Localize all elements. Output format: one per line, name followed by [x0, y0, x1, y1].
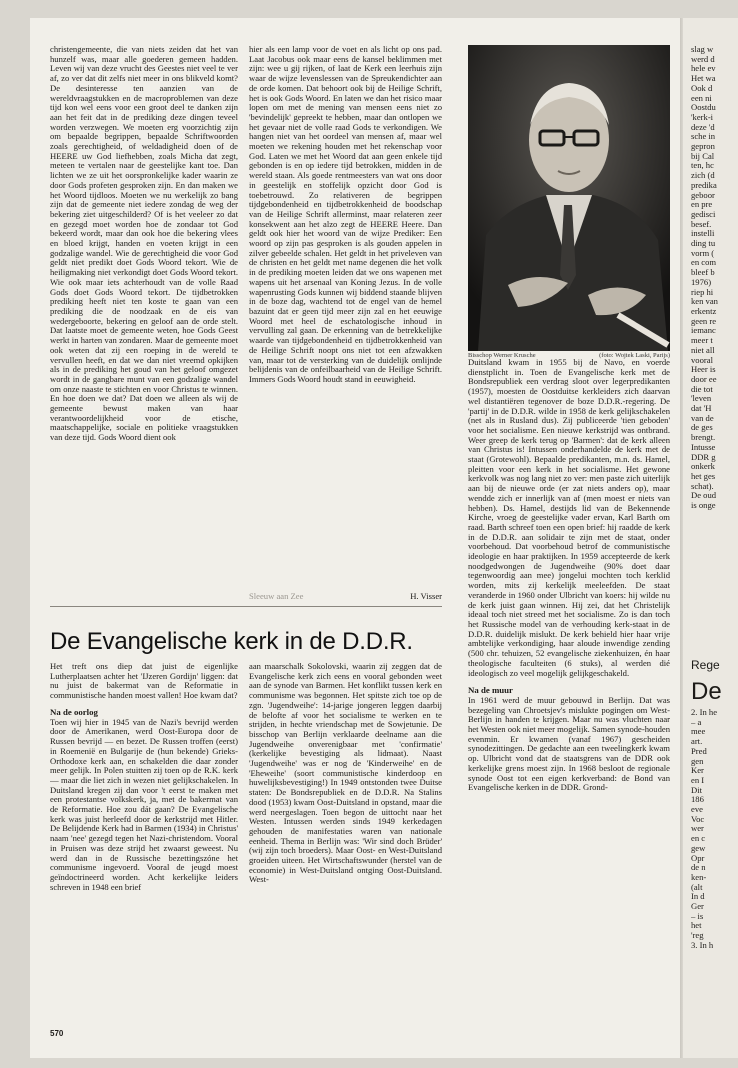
right-page-line: Intusse [691, 441, 716, 452]
right-page-list-line: – is [691, 910, 704, 921]
right-page-edge [683, 18, 738, 1058]
right-page-list-line: Opr [691, 852, 705, 863]
column-2 [249, 45, 442, 590]
right-page-list-line: Voc [691, 813, 705, 824]
right-page-line: iemanc [691, 325, 716, 336]
right-page-column [691, 45, 738, 645]
right-page-list-line: het [691, 920, 702, 931]
right-page-list-line: 186 [691, 794, 704, 805]
right-page-list-line: 3. In h [691, 939, 714, 950]
right-page-list-line: gew [691, 842, 706, 853]
section-divider [50, 606, 442, 607]
left-page [30, 18, 680, 1058]
right-page-line: gepron [691, 141, 715, 152]
author-line [249, 591, 442, 601]
right-page-list-line: Pred [691, 745, 707, 756]
right-page-list-line: mee [691, 726, 706, 737]
right-page-list-line: 2. In he [691, 708, 718, 717]
right-page-line: door ee [691, 373, 717, 384]
right-page-line: Het wa [691, 73, 716, 84]
right-page-line: DDR g [691, 451, 716, 462]
right-page-line: predika [691, 179, 717, 190]
right-page-line: geboor [691, 189, 715, 200]
right-page-line: Oostdu [691, 102, 716, 113]
right-page-line: riep hi [691, 286, 714, 297]
right-page-line: gedisci [691, 208, 716, 219]
right-page-list-line: Dit [691, 784, 702, 795]
right-page-line: slag w [691, 45, 714, 54]
right-page-list-line: gen [691, 755, 704, 766]
right-page-list [691, 708, 738, 1018]
right-page-line: zich (d [691, 170, 715, 181]
right-page-line: Heer is [691, 364, 716, 375]
right-page-line: hele ev [691, 63, 716, 74]
right-page-line: de ges [691, 422, 713, 433]
portrait-illustration [468, 45, 670, 351]
column-3 [468, 358, 670, 930]
right-page-title: De [691, 678, 722, 705]
right-page-list-line: ken- [691, 871, 707, 882]
right-page-line: vorm ( [691, 247, 715, 258]
right-page-line: besef. [691, 218, 712, 229]
right-page-list-line: eve [691, 804, 703, 815]
right-page-list-line: – a [691, 716, 702, 727]
right-page-list-line: Ger [691, 901, 704, 912]
right-page-list-line: (alt [691, 881, 703, 892]
column-4 [50, 708, 238, 1008]
right-page-list-line: art. [691, 736, 703, 747]
right-page-line: het ges [691, 470, 716, 481]
subheading-na-de-muur: Na de muur [468, 685, 513, 696]
portrait-photo [468, 45, 670, 351]
right-page-line: bleef b [691, 267, 715, 278]
page-number: 570 [50, 1029, 64, 1038]
right-page-line: deze 'd [691, 121, 715, 132]
right-page-line: erkentz [691, 305, 717, 316]
right-page-list-line: In d [691, 891, 705, 902]
column-5-text: aan maarschalk Sokolovski, waarin zij zeggen dat de Evangelische kerk zich eens en vooral gebonden weet aan de synode van Barmen. Het konflikt tussen kerk en communisme was begonnen. Het spitste zich toe op de zgn. 'Jugendweihe': 14-jarige jongeren leggen daarbij de belofte af voor het socialisme te werken en te strijden, in hechte vriendschap met de Sowjetunie. De bisschop van Berlijn verklaarde deelname aan die Jugendweihe onverenigbaar met 'confirmatie' (kerkelijke bevestiging als lidmaat). Naast 'Jugendweihe' was er nog de 'Kinderweihe' en de 'Eheweihe' (soort communistische kinderdoop en huwelijksbevestiging!) In 1949 ontstonden twee Duitse staten: De Bondsrepubliek en de D.D.R. Na Stalins dood (1953) kwam Oost-Duitsland in opstand, maar die werd neergeslagen. Toen begon de uittocht naar het Westen. Intussen werden sinds 1949 kerkedagen gehouden de manifestaties waren van nationale eenheid. Thema in Berlijn was: 'Wir sind doch Brüder' (wij zijn toch broeders). Maar Oost- en West-Duitsland groeiden uiteen. Het Wirtschaftswunder (herstel van de economie) in West-Duitsland ontging Oost-Duitsland. West- [249, 662, 442, 885]
right-page-line: onkerk [691, 461, 715, 472]
right-page-line: sche in [691, 131, 716, 142]
right-page-line: 'leven [691, 393, 712, 404]
right-page-line: brengt. [691, 432, 716, 443]
right-page-line: ken van [691, 296, 718, 307]
right-page-line: 1976) [691, 276, 712, 287]
right-page-line: van de [691, 412, 714, 423]
right-page-line: ding tu [691, 238, 716, 249]
column-3-text: Duitsland kwam in 1955 bij de Navo, en voerde dienstplicht in. Toen de Evangelische kerk met de Bondsrepubliek een verdrag sloot over legerpredikanten (1957), moesten de Oostduitse kerkleiders zich daarvan wel distantiëren tegenover de boze D.D.R.-regering. De 'partij' in de D.D.R. wilde in 1958 de kerk gelijkschakelen (net als in Rusland dus). Zij publiceerde 'tien geboden' voor het socialisme. Een nieuwe kerkstrijd was ontbrand. Weer greep de kerk terug op 'Barmen': dat de kerk alleen van Christus is! Intussen onderhandelde de kerk met de staat (Grotewohl). Bepaalde predikanten, m.n. ds. Hamel, pleitten voor een kerk in het socialisme. Het gewone kerkvolk was nog lang niet zo ver: men paste zich uiterlijk aan bij de nieuwe orde (er zat niets anders op), maar wendde zich er innerlijk van af (men moest er niets van hebben). Ds. Hamel, destijds lid van de Bekennende Kirche, vroeg de geestelijke vader ervan, Karl Barth om raad. Barth schreef toen een open brief: hij raadde de kerk in de D.D.R. aan solidair te zijn met de staat, onder voorbehoud. Dat voorbehoud betrof de communistische ideologie en haar praktijken. In 1959 accepteerde de kerk noodgedwongen de Jugendweihe (90% doet daar tegenwoordig aan mee) jongelui mochten toch kerklid worden, mits zij kerkelijk meeleefden. De staat veranderde in 1960 onder Ulbricht van koers: hij wilde nu de kerk juist gaan winnen. Hij zei, dat het Christelijk ideaal toch niet streed met het socialisme. Zo is dan toch het Russische model van de verhouding kerk-staat in de D.D.R. duidelijk mislukt. De kerk behield hier haar vrije ambtelijke verkondiging, haar aloude inwendige zending (500 chr. tehuizen, 52 evangelische ziekenhuizen, én haar theologische faculteiten (6 stuks), al werden dié ideologisch zo veel mogelijk gelijkgeschakeld. [468, 358, 670, 678]
right-page-line: schat). [691, 480, 714, 491]
subheading-na-de-oorlog: Na de oorlog [50, 708, 98, 717]
right-page-line: ten, hc [691, 160, 714, 171]
right-page-line: niet all [691, 344, 715, 355]
article-lead: Het treft ons diep dat juist de eigenlijke Lutherplaatsen achter het 'IJzeren Gordijn' liggen: dat nu juist de bakermat van de Reformatie in communistische handen moest vallen! Hoe kwam dat? [50, 661, 238, 701]
right-page-list-line: wer [691, 823, 704, 834]
author-place: Sleeuw aan Zee [249, 591, 304, 601]
right-page-line: Ook d [691, 82, 713, 93]
article-title: De Evangelische kerk in de D.D.R. [50, 628, 413, 655]
right-page-list-line: de n [691, 862, 706, 873]
column-1 [50, 45, 238, 600]
right-page-line: dat 'H [691, 403, 712, 414]
right-page-line: 'kerk-i [691, 111, 714, 122]
right-page-line: instelli [691, 228, 715, 239]
right-page-line: De oud [691, 490, 717, 501]
right-page-line: vooral [691, 354, 713, 365]
column-5 [249, 662, 442, 1008]
right-page-line: en pre [691, 199, 713, 210]
author-name: H. Visser [410, 591, 442, 601]
right-page-line: die tot [691, 383, 713, 394]
right-page-line: meer t [691, 335, 713, 346]
right-page-line: is onge [691, 500, 716, 511]
right-page-line: een ni [691, 92, 712, 103]
right-page-line: werd d [691, 53, 715, 64]
right-page-heading: Rege [691, 658, 720, 672]
caption-subject: Bisschop Werner Krusche [468, 352, 536, 359]
caption-credit: (foto: Wojtek Laski, Parijs) [599, 352, 670, 359]
right-page-line: geen re [691, 315, 717, 326]
column-4-text: Toen wij hier in 1945 van de Nazi's bevrijd werden door de Amerikanen, werd Oost-Europa door de Russen bevrijd — en bezet. De Russen troffen (eerst) in Roemenië en Bulgarije de (hun bekende) Grieks-Orthodoxe kerk aan, en schakelden die daar zonder meer gelijk. In Polen stuitten zij toen op de R.K. kerk — maar die liet zich in wezen niet gelijkschakelen. In Duitsland kregen zij dan voor 't eerst te maken met een protestantse volkskerk, ja, met de bakermat van de Reformatie. Hoe zou dát gaan? De Evangelische kerk was juist herleefd door de kerkstrijd met Hitler. De Belijdende Kerk had in Barmen (1934) in Christus' naam 'nee' gezegd tegen het Nazi-christendom. Vooral in Pruisen was deze strijd het zwaarst geweest. Nu werd dan in de Russische bezettingszóne het communisme ingevoerd. Vooral de jeugd moest geïndoctrineerd worden. Acht kerkelijke leiders schreven in 1948 een brief [50, 716, 238, 892]
column-3b-text: In 1961 werd de muur gebouwd in Berlijn. Dat was bezegeling van Chroetsjev's mislukte pogingen om West-Berlijn in handen te krijgen. Maar nu was vluchten naar het Westen ook niet meer mogelijk. Samen synode-houden evenmin. Er kwamen (vanaf 1967) gescheiden synodezittingen. De gedachte aan een tweelingkerk kwam op. Ulbricht vond dat de staatsgrens van de DDR ook kerkelijke grens moest zijn. In 1968 besloot de regionale synode Oost tot een eigen kerkverband: de Bond van Evangelische kerken in de DDR. Grond- [468, 694, 670, 793]
right-page-line: en com [691, 257, 717, 268]
right-page-list-line: en c [691, 833, 706, 844]
column-1-text: christengemeente, die van niets zeiden dat het van hunzelf was, maar alle goederen gemeen hadden. Leven wij van deze vrucht des Geestes niet veel te ver af, zo ver dat dit zelfs niet meer in ons blikveld komt? De desinteresse ten aanzien van de wereldvraagstukken en de macroproblemen van deze tijd kon wel eens voor een groot deel te danken zijn aan het feit dat in de prediking deze dingen teveel worden verzwegen. We moeten erg voorzichtig zijn om bepaalde begrippen, bepaalde Schriftwoorden zoals gerechtigheid, of weldadigheid doen of de HEERE uw God liefhebben, zoals Micha dat zegt, meteen te vertalen naar de geestelijke kant toe. Dan lichten we ze uit het oorspronkelijke kader waarin ze door Gods profeten gesproken zijn. En dan maken we het Woord tijdloos. Moeten we nu werkelijk zo bang zijn dat de gemeente niet iedere zondag de weg der bekering ziet uitgeschilderd? Of is het veeleer zo dat en gezegd moet worden hoe de zondaar tot God bekeerd wordt, maar dan ook hoe die bekering vlees en bloed krijgt, handen en voeten krijgt in een godzalige wandel. Wie de gerechtigheid die voor God geldt niet predikt doet Gods Woord tekort. Wie de heiligmaking niet verkondigt doet Gods Woord tekort. Wie ook maar iets achterhoudt van de volle Raad Gods doet Gods Woord tekort. De tijdbetrokken prediking heeft niet ten koste te gaan van een prediking die de noodzaak en de eis van wedergeboorte, bekering en geloof aan de orde stelt. Dat laatste moet de gemeente weten, hoe Gods Geest werkt in harten van zondaren. Maar de gemeente moet ook weten dat zij een roeping in de wereld te vervullen heeft, en dat we dan niet vreemd opkijken als in de prediking het goud van het geloof omgezet wordt in de gangbare munt van een godzalige wandel om onze naaste te stichten en voor Christus te winnen. En hoe doen we dat? Dat doen we alleen als wij de gemeente bewust maken van haar verantwoordelijkheid voor de etische, maatschappelijke, sociale en politieke vraagstukken van deze tijd. Gods Woord dient ook [50, 45, 238, 443]
right-page-list-line: en I [691, 774, 705, 785]
right-page-line: bij Cal [691, 150, 715, 161]
column-2-text: hier als een lamp voor de voet en als licht op ons pad. Laat Jacobus ook maar eens de kansel beklimmen met zijn: wee u gij rijken, of laat de Kerk een leerhuis zijn waar de wijze levenslessen van de Spreukendichter aan de orde komen. Dat behoort ook bij de Heilige Schrift, het is ook Gods Woord. En laten we dan het risico maar lopen om met de mening van mensen eens niet zo 'bevindelijk' gepreekt te hebben, maar dan ontlopen we het gevaar niet de volle raad Gods te verkondigen. We hangen niet van het oordeel van mensen af, maar wel moeten we rekening houden met het rekenschap voor God. Laten we met het Woord dat aan geen enkele tijd gebonden is en op iedere tijd betrokken, midden in de wereld staan. Als goede rentmeesters van wat ons door in geestelijk en stoffelijk opzicht door God is toebetrouwd. Zo relativeren de begrippen tijdgebondenheid en tijdbetrokkenheid de boodschap van de Heilige Schrift allerminst, maar relateren zeer konsekwent aan het alzo zegt de HEERE Heere. Dan geldt ook hier het woord van de wijze Prediker: Een woord op zijn pas gesproken is als gouden appelen in zilver gebeelde schalen. Het geldt in het priveleven van de christen en het geldt met name degenen die het volk in de prediking moeten leiden dat we ons wapenen met wapens uit het arsenaal van Koning Jezus. In de volle wapenrusting Gods kunnen wij biddend staande blijven in de boze dag, wachtend tot de engel van de hemel bazuint dat er geen tijd meer zijn zal en het eeuwige Woord met heel de eschatologische inhoud in vervulling zal gaan. De erkenning van de betrekkelijke waarde van tijdgebondenheid en tijdbetrokkenheid van de Heilige Schrift noopt ons niet tot een afzwakken van, maar tot de versterking van de duidelijk omlijnde belijdenis van de onfeilbaarheid van de Heilige Schrift. Immers Gods Woord houdt stand in eeuwigheid. [249, 45, 442, 384]
right-page-list-line: 'reg [691, 930, 704, 941]
right-page-list-line: Ker [691, 765, 704, 776]
